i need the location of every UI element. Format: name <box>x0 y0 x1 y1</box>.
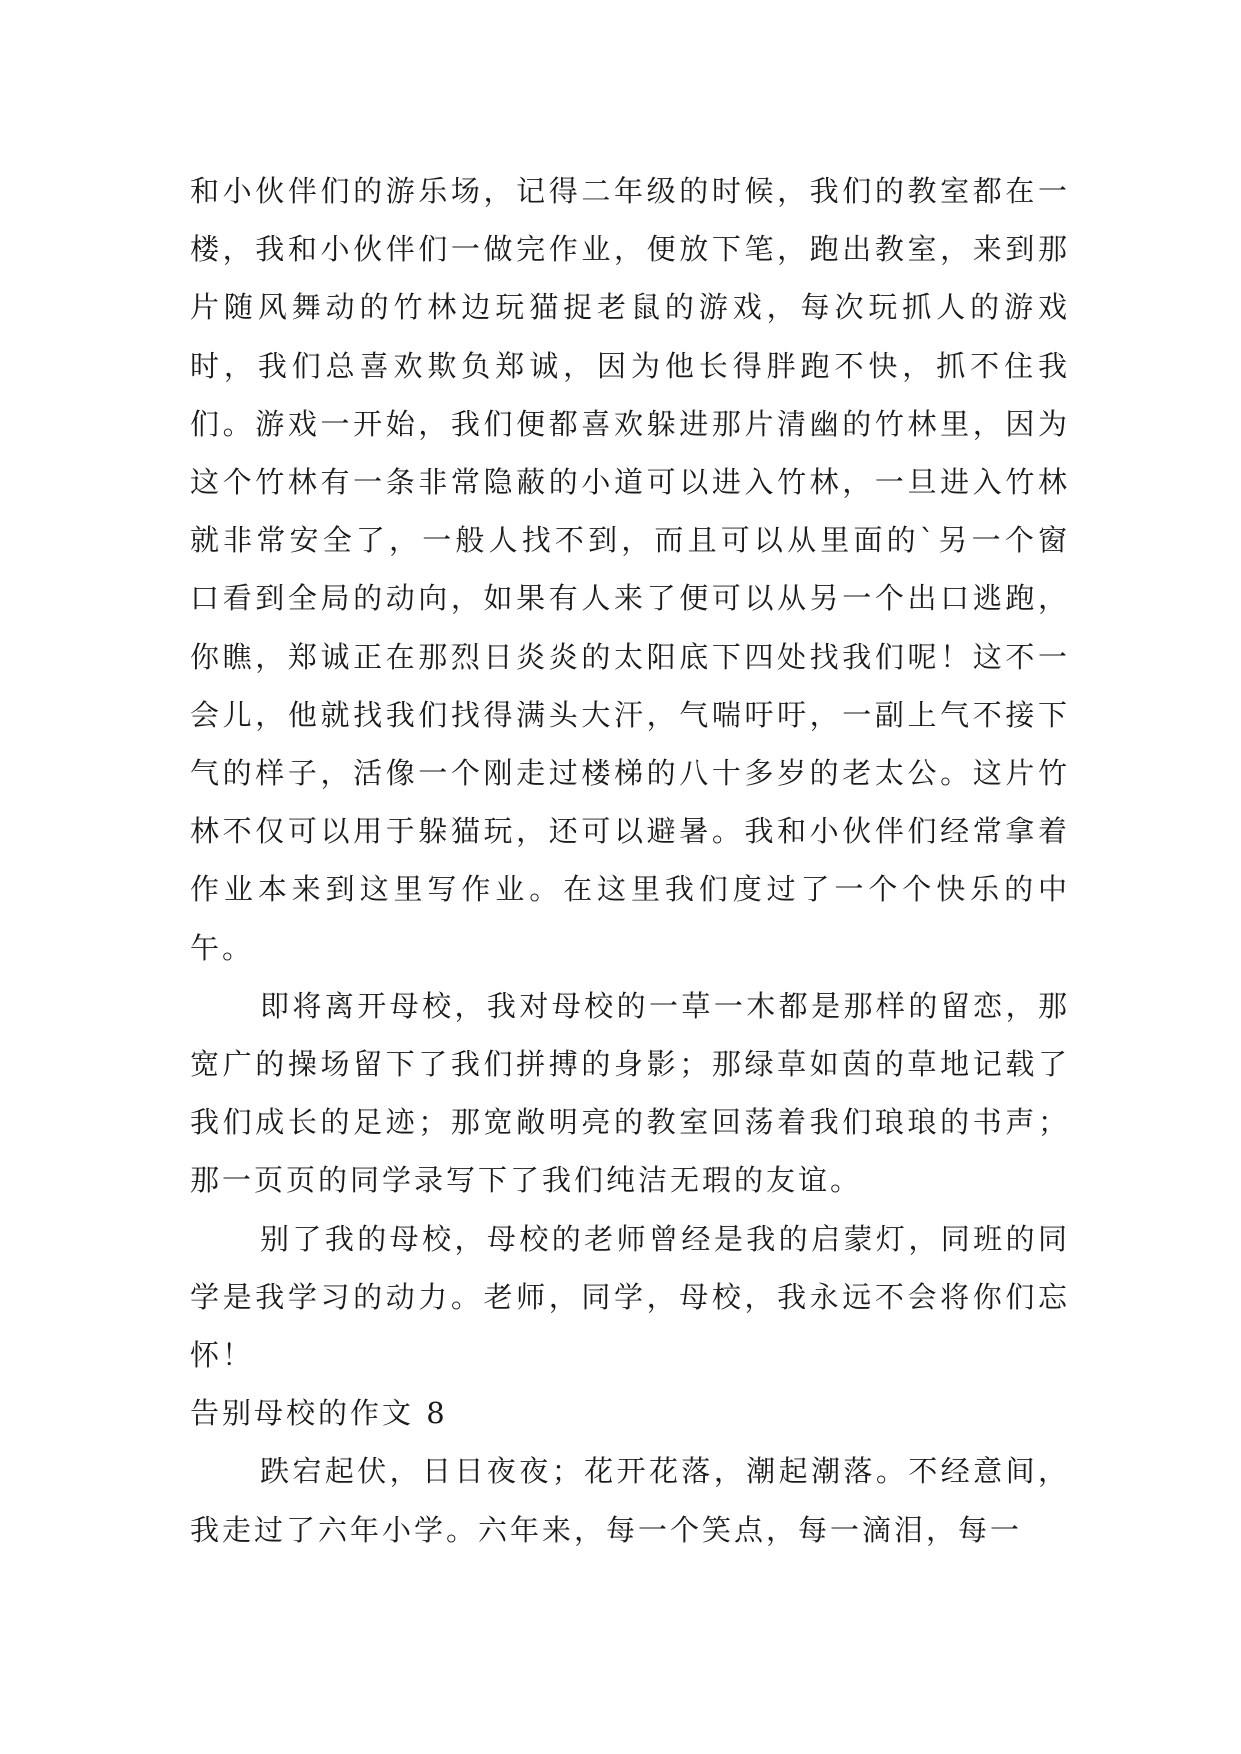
document-page <box>190 162 1070 1559</box>
paragraph-continued: 和小伙伴们的游乐场，记得二年级的时候，我们的教室都在一楼，我和小伙伴们一做完作业，便放下笔，跑出教室，来到那片随风舞动的竹林边玩猫捉老鼠的游戏，每次玩抓人的游戏时，我们总喜欢欺负郑诚，因为他长得胖跑不快，抓不住我们。游戏一开始，我们便都喜欢躲进那片清幽的竹林里，因为这个竹林有一条非常隐蔽的小道可以进入竹林，一旦进入竹林就非常安全了，一般人找不到，而且可以从里面的`另一个窗口看到全局的动向，如果有人来了便可以从另一个出口逃跑，你瞧，郑诚正在那烈日炎炎的太阳底下四处找我们呢！这不一会儿，他就找我们找得满头大汗，气喘吁吁，一副上气不接下气的样子，活像一个刚走过楼梯的八十多岁的老太公。这片竹林不仅可以用于躲猫玩，还可以避暑。我和小伙伴们经常拿着作业本来到这里写作业。在这里我们度过了一个个快乐的中午。 <box>190 174 1070 965</box>
paragraph-essay-8-start: 跌宕起伏，日日夜夜；花开花落，潮起潮落。不经意间，我走过了六年小学。六年来，每一个笑点，每一滴泪，每一 <box>190 1454 1070 1547</box>
essay-heading: 告别母校的作文 8 <box>190 1396 448 1431</box>
paragraph-goodbye: 别了我的母校，母校的老师曾经是我的启蒙灯，同班的同学是我学习的动力。老师，同学，母校，我永远不会将你们忘怀！ <box>190 1221 1070 1373</box>
paragraph-farewell: 即将离开母校，我对母校的一草一木都是那样的留恋，那宽广的操场留下了我们拼搏的身影；那绿草如茵的草地记载了我们成长的足迹；那宽敞明亮的教室回荡着我们琅琅的书声；那一页页的同学录写下了我们纯洁无瑕的友谊。 <box>190 988 1070 1198</box>
